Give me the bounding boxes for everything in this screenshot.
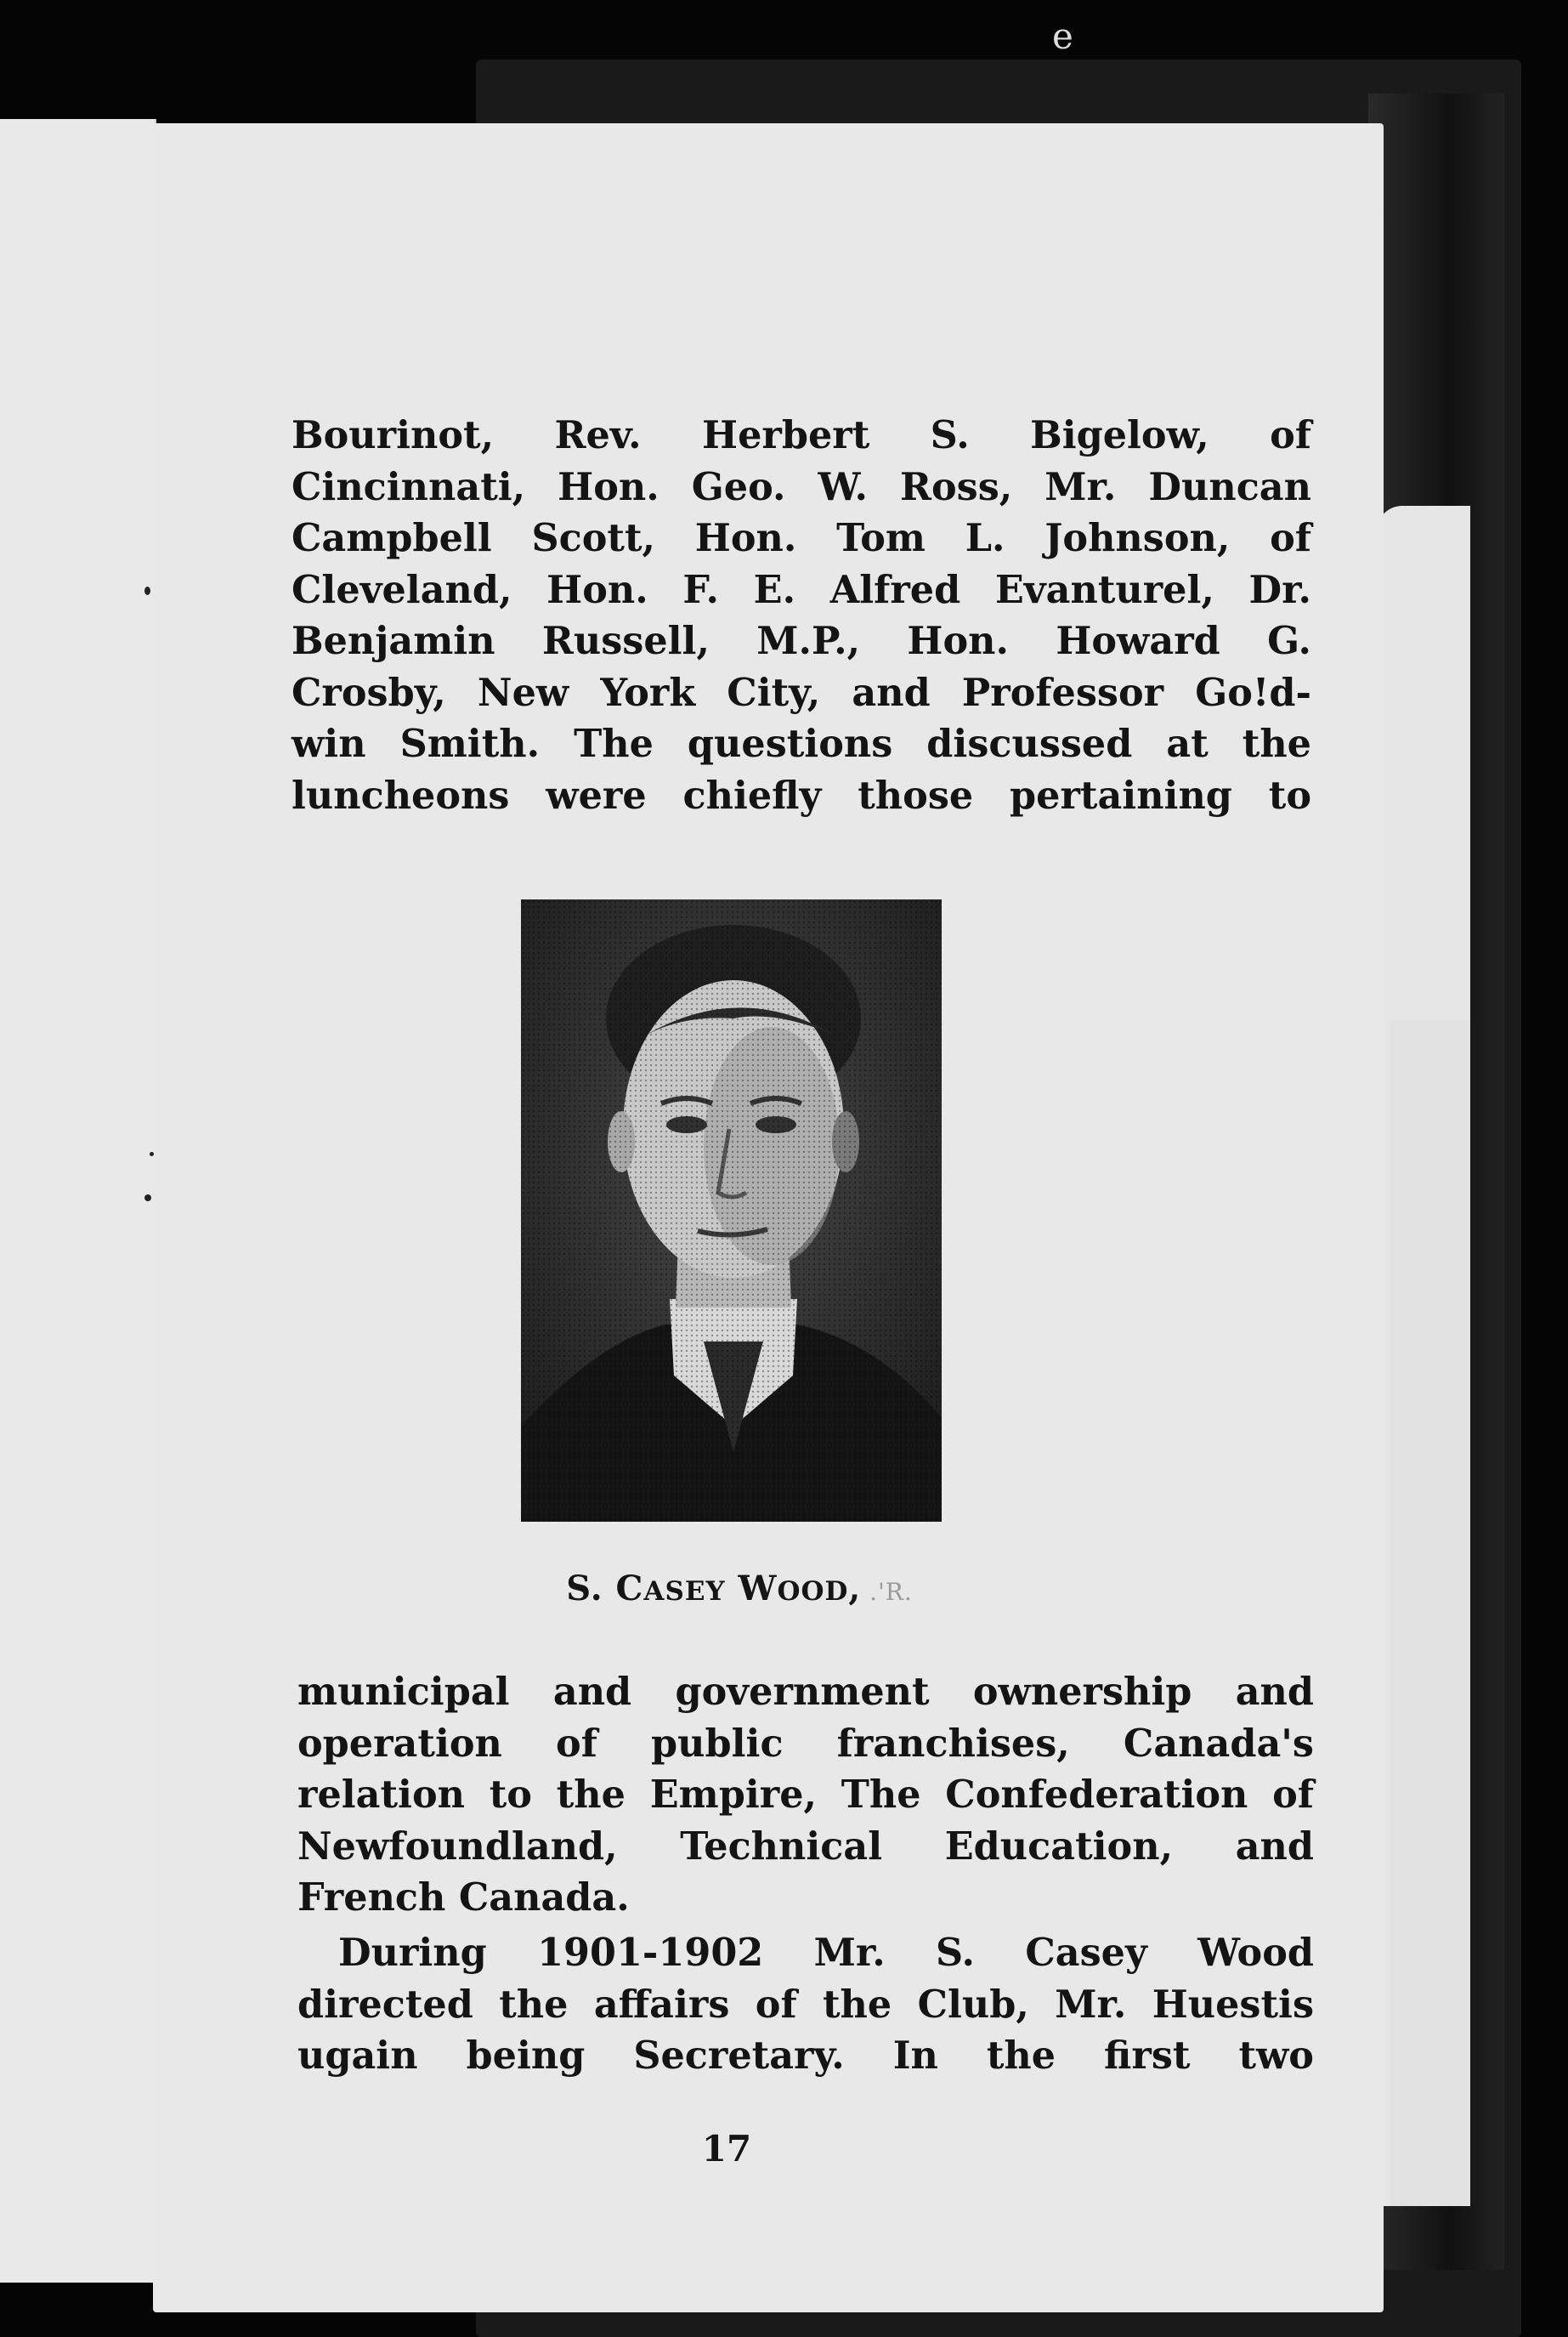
caption-comma: , bbox=[848, 1568, 862, 1608]
text-line: operation of public franchises, Canada's bbox=[297, 1721, 1314, 1766]
left-facing-page bbox=[0, 119, 156, 2283]
text-line: Cincinnati, Hon. Geo. W. Ross, Mr. Duncan bbox=[292, 464, 1311, 509]
caption-w: W bbox=[725, 1568, 778, 1608]
text-line: Bourinot, Rev. Herbert S. Bigelow, of bbox=[292, 413, 1311, 457]
text-line: municipal and government ownership and bbox=[297, 1670, 1314, 1714]
text-line: directed the affairs of the Club, Mr. Huestis bbox=[297, 1982, 1314, 2027]
text-block-paragraph bbox=[297, 1927, 1314, 2082]
text-line: Crosby, New York City, and Professor Go!d- bbox=[292, 670, 1311, 715]
caption-initial: S. C bbox=[566, 1568, 644, 1608]
text-line: ugain being Secretary. In the first two bbox=[297, 2034, 1314, 2078]
text-line: relation to the Empire, The Confederation of bbox=[297, 1773, 1314, 1817]
photo-caption bbox=[527, 1568, 952, 1608]
text-line: win Smith. The questions discussed at the bbox=[292, 722, 1311, 766]
portrait-illustration bbox=[521, 899, 942, 1522]
text-block-bottom bbox=[297, 1666, 1314, 1924]
caption-smallcaps-1: ASEY bbox=[643, 1576, 726, 1607]
text-line: Campbell Scott, Hon. Tom L. Johnson, of bbox=[292, 516, 1311, 560]
margin-speck bbox=[150, 1152, 154, 1156]
margin-speck bbox=[144, 587, 150, 595]
text-line: luncheons were chiefly those pertaining to bbox=[292, 773, 1311, 818]
caption-smallcaps-2: OOD bbox=[777, 1576, 849, 1607]
text-line: French Canada. bbox=[297, 1875, 630, 1920]
text-line: During 1901-1902 Mr. S. Casey Wood bbox=[338, 1931, 1314, 1975]
text-line: Newfoundland, Technical Education, and bbox=[297, 1824, 1314, 1869]
foldout-strip-lower bbox=[1390, 1020, 1470, 2206]
margin-speck bbox=[144, 1194, 151, 1201]
caption-faint-suffix: .'R. bbox=[861, 1578, 913, 1606]
text-line: Benjamin Russell, M.P., Hon. Howard G. bbox=[292, 619, 1311, 663]
top-margin-mark: e bbox=[1052, 15, 1073, 57]
text-line: Cleveland, Hon. F. E. Alfred Evanturel, Dr. bbox=[292, 567, 1311, 612]
page-number: 17 bbox=[701, 2128, 752, 2170]
text-block-top bbox=[292, 410, 1311, 821]
portrait-photo bbox=[521, 899, 942, 1522]
book-page bbox=[153, 123, 1384, 2312]
